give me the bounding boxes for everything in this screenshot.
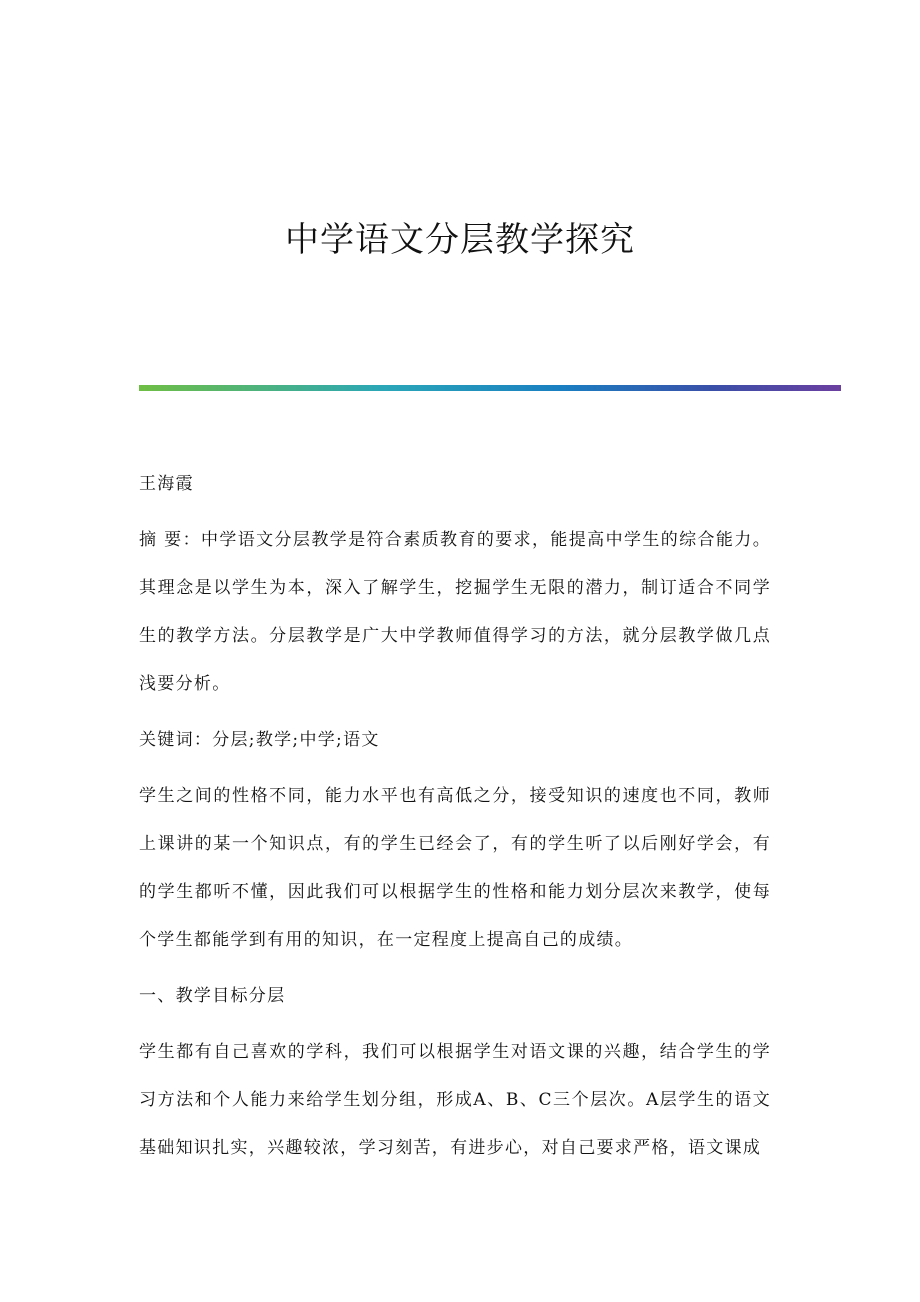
keywords-line: 关键词：分层;教学;中学;语文: [139, 730, 380, 750]
document-body: [139, 460, 771, 1180]
author-name: 王海霞: [139, 474, 194, 494]
section-heading: 一、教学目标分层: [139, 986, 286, 1006]
abstract-paragraph: 摘 要：中学语文分层教学是符合素质教育的要求，能提高中学生的综合能力。其理念是以学生为本，深入了解学生，挖掘学生无限的潜力，制订适合不同学生的教学方法。分层教学是广大中学教师值得学习的方法，就分层教学做几点浅要分析。: [139, 530, 771, 694]
title-divider: [139, 385, 841, 391]
intro-paragraph: 学生之间的性格不同，能力水平也有高低之分，接受知识的速度也不同，教师上课讲的某一个知识点，有的学生已经会了，有的学生听了以后刚好学会，有的学生都听不懂，因此我们可以根据学生的性格和能力划分层次来教学，使每个学生都能学到有用的知识，在一定程度上提高自己的成绩。: [139, 786, 771, 950]
section-paragraph: 学生都有自己喜欢的学科，我们可以根据学生对语文课的兴趣，结合学生的学习方法和个人能力来给学生划分组，形成A、B、C三个层次。A层学生的语文基础知识扎实，兴趣较浓，学习刻苦，有进步心，对自己要求严格，语文课成: [139, 1042, 771, 1158]
document-title: 中学语文分层教学探究: [285, 220, 635, 260]
